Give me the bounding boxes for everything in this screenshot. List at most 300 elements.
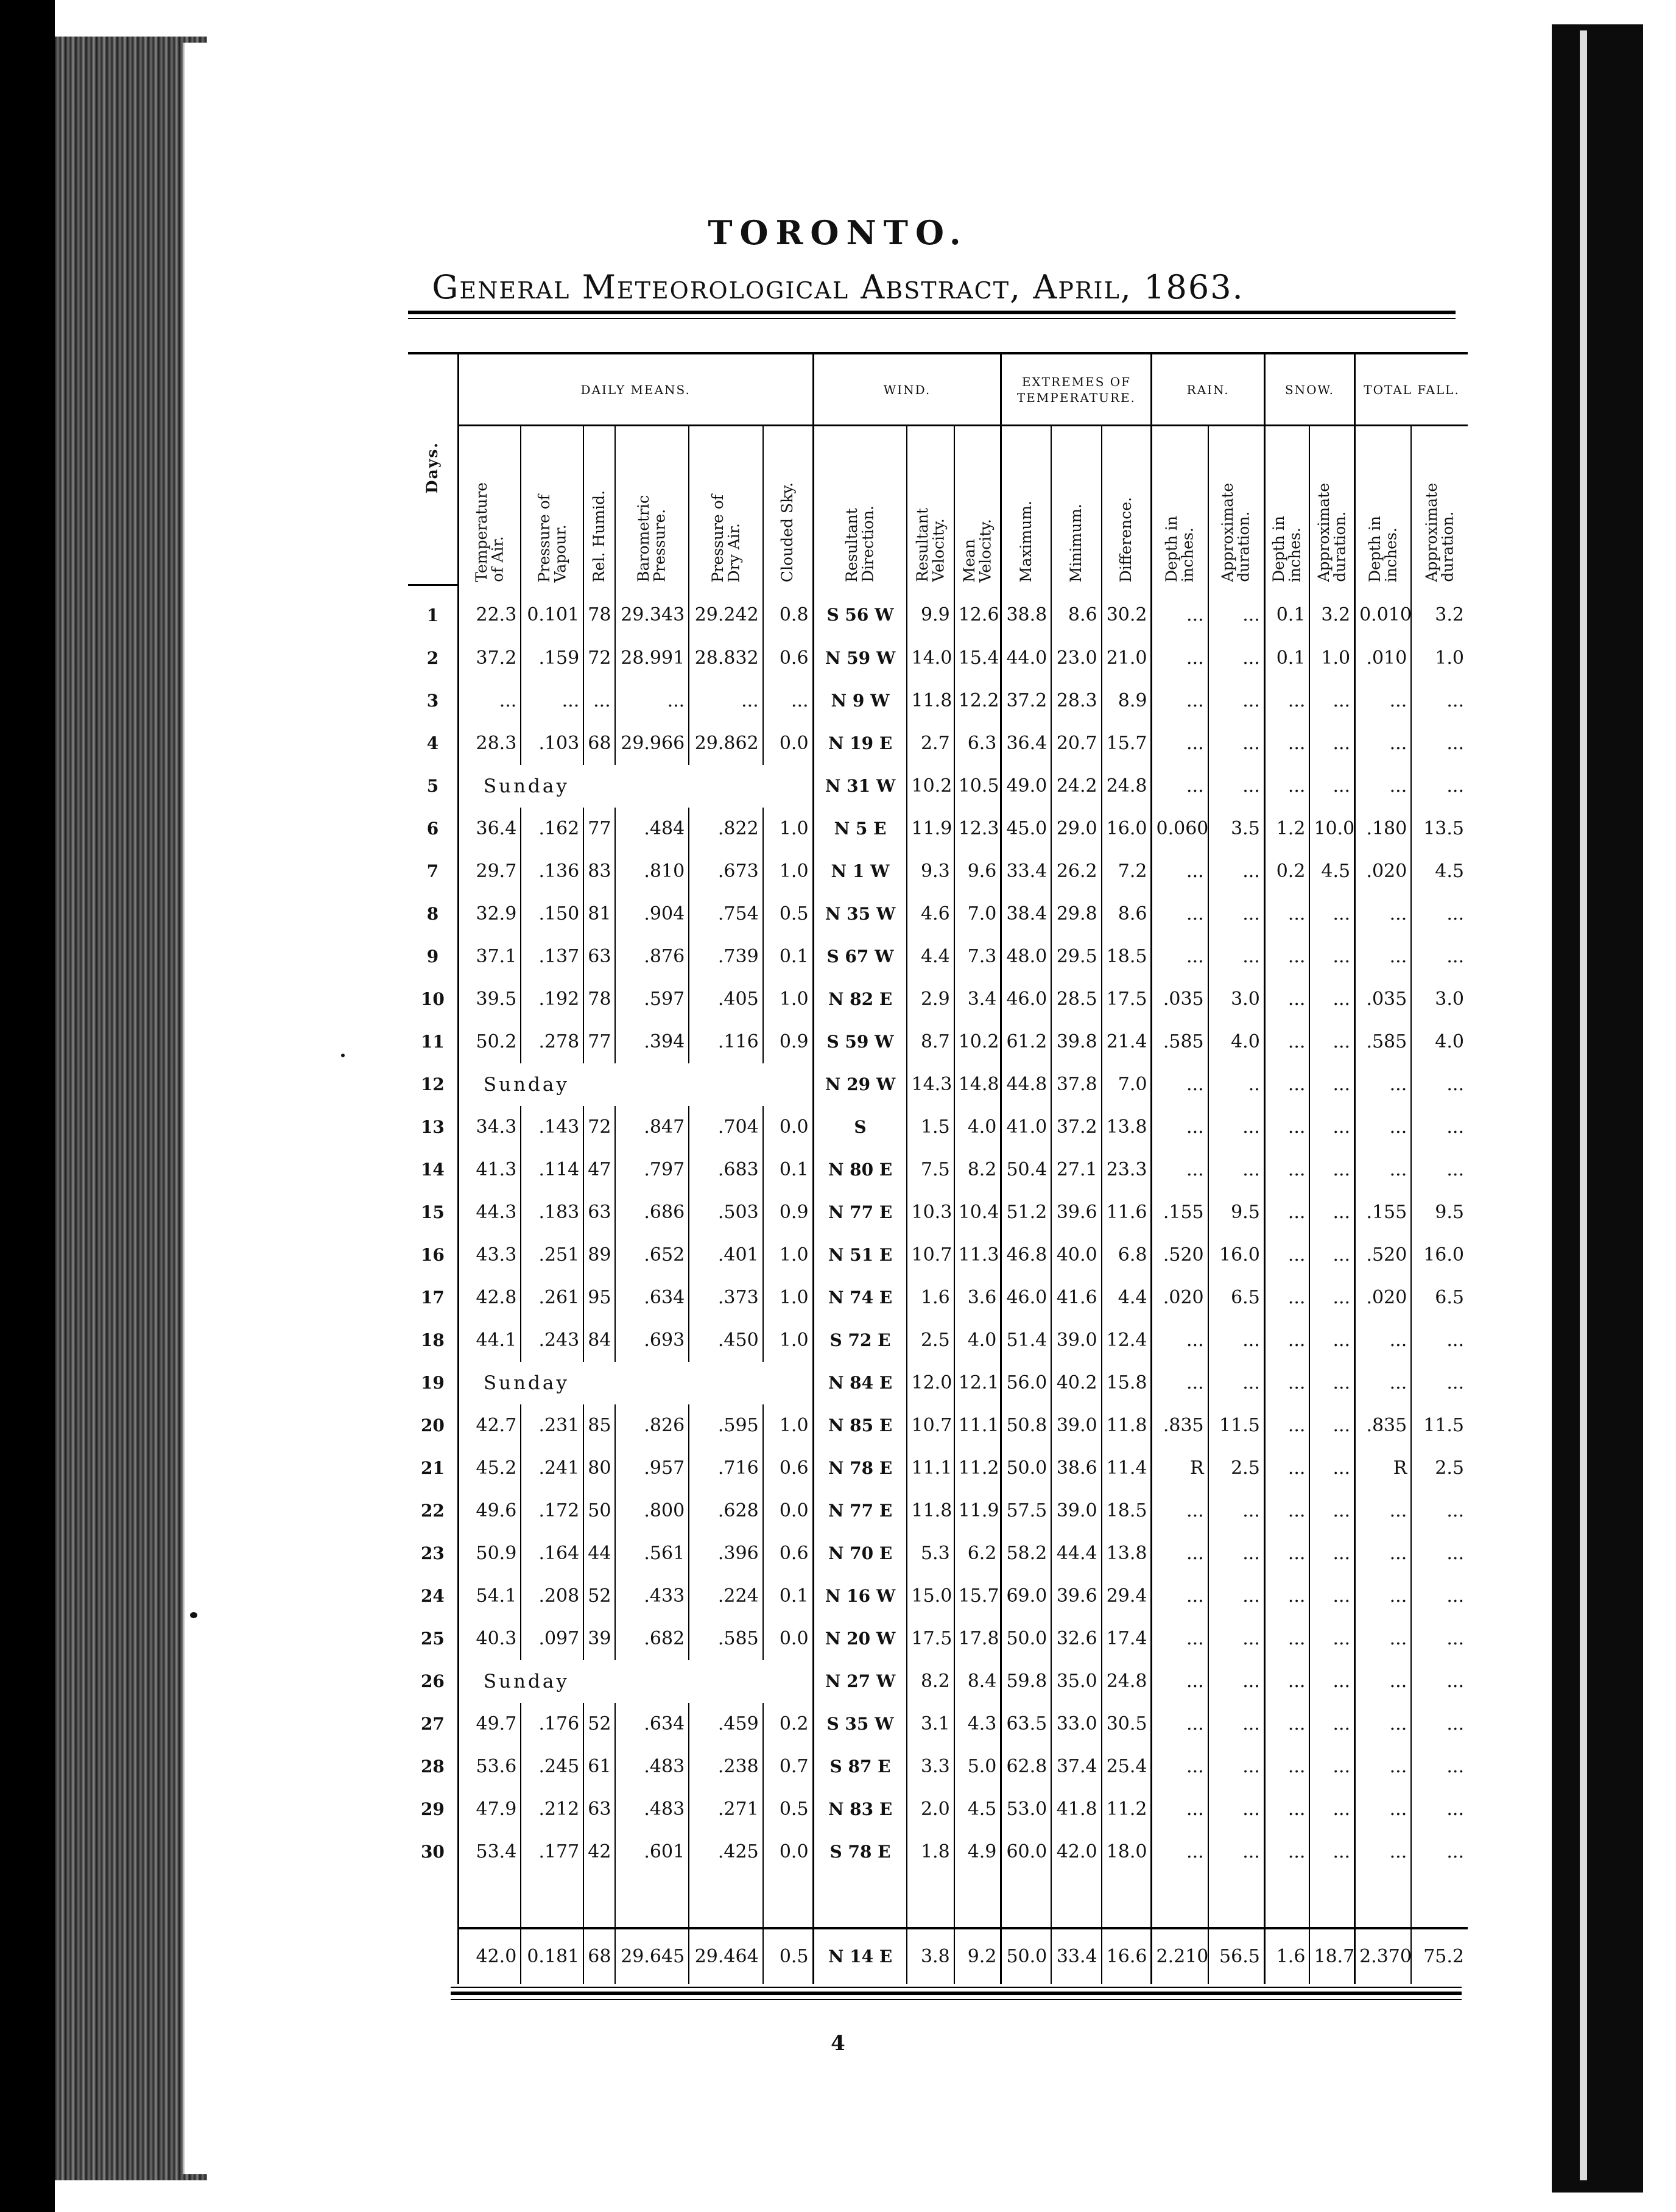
cell-dry: .401	[689, 1234, 762, 1277]
cell-vap: .172	[521, 1490, 583, 1532]
cell-temp: 29.7	[458, 850, 521, 893]
cell-diff: 11.8	[1102, 1404, 1152, 1447]
cell-vap: .159	[521, 637, 583, 680]
cell-mv: 15.4	[954, 637, 1001, 680]
bottom-rule-thick	[451, 1992, 1462, 1995]
cell-st: ...	[1309, 1404, 1354, 1447]
cell-rd: ...	[1152, 585, 1208, 637]
cell-max: 46.8	[1001, 1234, 1051, 1277]
cell-mv: 10.5	[954, 765, 1001, 808]
cell-baro: .601	[615, 1831, 689, 1873]
spacer-cell	[1051, 1873, 1101, 1928]
cell-diff: 21.4	[1102, 1021, 1152, 1063]
day-number: 6	[426, 819, 439, 839]
cell-tt: ...	[1411, 765, 1468, 808]
cell-dir: S 78 E	[813, 1831, 907, 1873]
cell-tt: ...	[1411, 1490, 1468, 1532]
day-number: 18	[420, 1330, 445, 1350]
cell-max: 50.4	[1001, 1149, 1051, 1191]
cell-dir: N 9 W	[813, 680, 907, 722]
cell-dry: .405	[689, 978, 762, 1021]
col-rain-depth: Depth in inches.	[1152, 426, 1208, 585]
table-row	[408, 1703, 1468, 1745]
cell-vap: .241	[521, 1447, 583, 1490]
cell-rt: ...	[1208, 1831, 1265, 1873]
cell-max: 51.2	[1001, 1191, 1051, 1234]
cell-rt: ...	[1208, 1703, 1265, 1745]
cell-st: 3.2	[1309, 585, 1354, 637]
cell-hum: 42	[583, 1831, 614, 1873]
cell-rd: .585	[1152, 1021, 1208, 1063]
column-header-row	[408, 426, 1468, 585]
summary-hum: 68	[583, 1928, 614, 1984]
cell-max: 56.0	[1001, 1362, 1051, 1404]
cell-cloud: 0.6	[763, 1532, 813, 1575]
cell-hum: 63	[583, 935, 614, 978]
cell-vap: .136	[521, 850, 583, 893]
cell-dir: N 77 E	[813, 1490, 907, 1532]
col-maximum: Maximum.	[1001, 426, 1051, 585]
cell-baro: .483	[615, 1745, 689, 1788]
cell-sd: ...	[1264, 1234, 1309, 1277]
cell-st: 4.5	[1309, 850, 1354, 893]
cell-rd: .520	[1152, 1234, 1208, 1277]
cell-sd: ...	[1264, 1404, 1309, 1447]
cell-vap: .162	[521, 808, 583, 850]
cell-mv: 4.3	[954, 1703, 1001, 1745]
cell-hum: 61	[583, 1745, 614, 1788]
spacer-cell	[1152, 1873, 1208, 1928]
cell-sd: ...	[1264, 1447, 1309, 1490]
cell-baro: .483	[615, 1788, 689, 1831]
summary-rv: 3.8	[907, 1928, 954, 1984]
cell-rd: .835	[1152, 1404, 1208, 1447]
cell-sd: ...	[1264, 1575, 1309, 1618]
cell-diff: 7.0	[1102, 1063, 1152, 1106]
cell-st: ...	[1309, 1618, 1354, 1660]
cell-rd: ...	[1152, 1319, 1208, 1362]
cell-hum: 84	[583, 1319, 614, 1362]
cell-cloud: 1.0	[763, 1319, 813, 1362]
cell-dry: .459	[689, 1703, 762, 1745]
cell-rv: 2.7	[907, 722, 954, 765]
cell-dry: 29.242	[689, 585, 762, 637]
cell-rt: ...	[1208, 1319, 1265, 1362]
cell-sd: ...	[1264, 765, 1309, 808]
cell-rt: 6.5	[1208, 1277, 1265, 1319]
cell-sd: ...	[1264, 1788, 1309, 1831]
cell-cloud: 1.0	[763, 850, 813, 893]
cell-vap: .177	[521, 1831, 583, 1873]
cell-st: ...	[1309, 1745, 1354, 1788]
cell-rt: 3.0	[1208, 978, 1265, 1021]
cell-mv: 4.0	[954, 1106, 1001, 1149]
cell-vap: .212	[521, 1788, 583, 1831]
cell-rv: 11.1	[907, 1447, 954, 1490]
day-number: 17	[420, 1287, 445, 1308]
cell-mv: 8.2	[954, 1149, 1001, 1191]
cell-sd: ...	[1264, 1319, 1309, 1362]
cell-tt: ...	[1411, 1745, 1468, 1788]
cell-min: 28.3	[1051, 680, 1101, 722]
cell-baro: .484	[615, 808, 689, 850]
cell-min: 39.8	[1051, 1021, 1101, 1063]
col-snow-depth: Depth in inches.	[1264, 426, 1309, 585]
cell-hum: 47	[583, 1149, 614, 1191]
summary-rt: 56.5	[1208, 1928, 1265, 1984]
cell-dir: S 87 E	[813, 1745, 907, 1788]
cell-max: 33.4	[1001, 850, 1051, 893]
cell-hum: 78	[583, 585, 614, 637]
cell-rd: .035	[1152, 978, 1208, 1021]
cell-temp: 36.4	[458, 808, 521, 850]
cell-cloud: 1.0	[763, 1234, 813, 1277]
cell-mv: 4.9	[954, 1831, 1001, 1873]
cell-rd: 0.060	[1152, 808, 1208, 850]
cell-max: 45.0	[1001, 808, 1051, 850]
page-number: 4	[831, 2031, 845, 2055]
cell-baro: .957	[615, 1447, 689, 1490]
cell-sd: ...	[1264, 1532, 1309, 1575]
cell-dry: .683	[689, 1149, 762, 1191]
cell-hum: 81	[583, 893, 614, 935]
cell-dir: N 5 E	[813, 808, 907, 850]
cell-mv: 3.4	[954, 978, 1001, 1021]
cell-max: 38.8	[1001, 585, 1051, 637]
cell-max: 53.0	[1001, 1788, 1051, 1831]
cell-st: ...	[1309, 722, 1354, 765]
cell-dry: .704	[689, 1106, 762, 1149]
cell-cloud: 1.0	[763, 978, 813, 1021]
cell-dry: ...	[689, 680, 762, 722]
spacer-cell	[689, 1873, 762, 1928]
cell-diff: 11.4	[1102, 1447, 1152, 1490]
cell-rd: .155	[1152, 1191, 1208, 1234]
cell-baro: 29.343	[615, 585, 689, 637]
cell-mv: 11.9	[954, 1490, 1001, 1532]
cell-rt: ...	[1208, 1575, 1265, 1618]
cell-vap: 0.101	[521, 585, 583, 637]
cell-mv: 10.4	[954, 1191, 1001, 1234]
cell-rt: ...	[1208, 1149, 1265, 1191]
cell-rv: 1.5	[907, 1106, 954, 1149]
cell-baro: .634	[615, 1703, 689, 1745]
cell-rt: 11.5	[1208, 1404, 1265, 1447]
cell-vap: .208	[521, 1575, 583, 1618]
group-extremes: EXTREMES OF TEMPERATURE.	[1001, 353, 1152, 426]
days-header: Days.	[408, 353, 458, 585]
cell-baro: 28.991	[615, 637, 689, 680]
cell-diff: 24.8	[1102, 765, 1152, 808]
cell-cloud: 0.0	[763, 1831, 813, 1873]
cell-max: 58.2	[1001, 1532, 1051, 1575]
cell-max: 50.0	[1001, 1618, 1051, 1660]
day-number: 1	[426, 605, 439, 625]
day-number: 27	[420, 1714, 445, 1734]
table-row	[408, 978, 1468, 1021]
cell-cloud: 1.0	[763, 1404, 813, 1447]
cell-rt: 9.5	[1208, 1191, 1265, 1234]
cell-max: 57.5	[1001, 1490, 1051, 1532]
cell-td: ...	[1355, 1575, 1412, 1618]
col-humidity: Rel. Humid.	[583, 426, 614, 585]
cell-cloud: ...	[763, 680, 813, 722]
cell-rd: ...	[1152, 893, 1208, 935]
cell-rt: ...	[1208, 1490, 1265, 1532]
cell-tt: 3.2	[1411, 585, 1468, 637]
cell-rt: 3.5	[1208, 808, 1265, 850]
table-row	[408, 935, 1468, 978]
cell-td: ...	[1355, 765, 1412, 808]
table-row	[408, 1831, 1468, 1873]
cell-dry: .238	[689, 1745, 762, 1788]
scan-speck	[341, 1054, 345, 1057]
summary-row	[408, 1928, 1468, 1984]
abstract-title: General Meteorological Abstract, April, 1863.	[432, 268, 1244, 306]
cell-mv: 11.2	[954, 1447, 1001, 1490]
cell-rv: 8.2	[907, 1660, 954, 1703]
cell-dir: N 16 W	[813, 1575, 907, 1618]
cell-sd: ...	[1264, 722, 1309, 765]
scan-speck	[190, 1612, 197, 1618]
cell-tt: ...	[1411, 1660, 1468, 1703]
cell-rv: 1.6	[907, 1277, 954, 1319]
cell-st: ...	[1309, 935, 1354, 978]
sunday-label: Sunday	[458, 765, 813, 808]
spacer-cell	[458, 1873, 521, 1928]
spacer-cell	[1001, 1873, 1051, 1928]
cell-min: 40.0	[1051, 1234, 1101, 1277]
cell-min: 39.6	[1051, 1575, 1101, 1618]
cell-td: ...	[1355, 1745, 1412, 1788]
cell-dir: N 20 W	[813, 1618, 907, 1660]
cell-baro: .810	[615, 850, 689, 893]
cell-td: .585	[1355, 1021, 1412, 1063]
cell-baro: .652	[615, 1234, 689, 1277]
cell-vap: .245	[521, 1745, 583, 1788]
cell-dry: 28.832	[689, 637, 762, 680]
cell-td: .520	[1355, 1234, 1412, 1277]
cell-mv: 8.4	[954, 1660, 1001, 1703]
summary-blank	[408, 1928, 458, 1984]
cell-cloud: 0.0	[763, 1490, 813, 1532]
cell-tt: ...	[1411, 935, 1468, 978]
cell-td: ...	[1355, 1703, 1412, 1745]
cell-rv: 7.5	[907, 1149, 954, 1191]
cell-sd: ...	[1264, 680, 1309, 722]
cell-diff: 6.8	[1102, 1234, 1152, 1277]
cell-diff: 18.5	[1102, 935, 1152, 978]
cell-diff: 13.8	[1102, 1532, 1152, 1575]
cell-rv: 12.0	[907, 1362, 954, 1404]
cell-dir: S 59 W	[813, 1021, 907, 1063]
group-header-row	[408, 353, 1468, 426]
cell-temp: 42.8	[458, 1277, 521, 1319]
table-row	[408, 1532, 1468, 1575]
cell-vap: ...	[521, 680, 583, 722]
cell-rd: ...	[1152, 1831, 1208, 1873]
cell-dry: .595	[689, 1404, 762, 1447]
cell-dir: N 31 W	[813, 765, 907, 808]
table-row	[408, 808, 1468, 850]
cell-rv: 10.7	[907, 1404, 954, 1447]
cell-dir: N 51 E	[813, 1234, 907, 1277]
spacer-cell	[408, 1873, 458, 1928]
cell-vap: .103	[521, 722, 583, 765]
cell-diff: 11.2	[1102, 1788, 1152, 1831]
cell-st: ...	[1309, 1106, 1354, 1149]
cell-mv: 7.0	[954, 893, 1001, 935]
cell-temp: ...	[458, 680, 521, 722]
cell-dir: N 82 E	[813, 978, 907, 1021]
cell-cloud: 0.9	[763, 1021, 813, 1063]
cell-td: .180	[1355, 808, 1412, 850]
cell-vap: .150	[521, 893, 583, 935]
cell-dry: .822	[689, 808, 762, 850]
group-total-fall: TOTAL FALL.	[1355, 353, 1468, 426]
cell-dry: .373	[689, 1277, 762, 1319]
cell-rv: 3.1	[907, 1703, 954, 1745]
cell-min: 39.0	[1051, 1319, 1101, 1362]
cell-rv: 4.4	[907, 935, 954, 978]
cell-dir: N 27 W	[813, 1660, 907, 1703]
cell-rd: ...	[1152, 935, 1208, 978]
cell-rv: 14.3	[907, 1063, 954, 1106]
summary-vap: 0.181	[521, 1928, 583, 1984]
day-number: 26	[420, 1671, 445, 1691]
table-row	[408, 1404, 1468, 1447]
cell-temp: 50.2	[458, 1021, 521, 1063]
cell-st: ...	[1309, 1831, 1354, 1873]
day-number: 22	[420, 1501, 445, 1521]
cell-baro: .682	[615, 1618, 689, 1660]
cell-st: ...	[1309, 1447, 1354, 1490]
cell-baro: .686	[615, 1191, 689, 1234]
spacer-cell	[954, 1873, 1001, 1928]
cell-td: .010	[1355, 637, 1412, 680]
cell-temp: 39.5	[458, 978, 521, 1021]
cell-rv: 10.2	[907, 765, 954, 808]
cell-rt: ...	[1208, 1745, 1265, 1788]
cell-temp: 44.1	[458, 1319, 521, 1362]
cell-rd: ...	[1152, 1618, 1208, 1660]
cell-rt: ...	[1208, 1532, 1265, 1575]
cell-cloud: 0.1	[763, 1149, 813, 1191]
cell-hum: 78	[583, 978, 614, 1021]
cell-min: 44.4	[1051, 1532, 1101, 1575]
cell-baro: .847	[615, 1106, 689, 1149]
cell-rd: ...	[1152, 850, 1208, 893]
cell-st: ...	[1309, 765, 1354, 808]
cell-temp: 44.3	[458, 1191, 521, 1234]
cell-min: 27.1	[1051, 1149, 1101, 1191]
cell-cloud: 0.5	[763, 893, 813, 935]
cell-tt: 4.5	[1411, 850, 1468, 893]
cell-dry: .754	[689, 893, 762, 935]
cell-tt: 2.5	[1411, 1447, 1468, 1490]
cell-sd: ...	[1264, 1021, 1309, 1063]
cell-temp: 49.7	[458, 1703, 521, 1745]
cell-dry: .739	[689, 935, 762, 978]
cell-max: 51.4	[1001, 1319, 1051, 1362]
cell-diff: 8.6	[1102, 893, 1152, 935]
cell-td: ...	[1355, 1788, 1412, 1831]
cell-baro: .394	[615, 1021, 689, 1063]
day-number: 25	[420, 1629, 445, 1649]
cell-vap: .251	[521, 1234, 583, 1277]
cell-rd: ...	[1152, 680, 1208, 722]
cell-rv: 15.0	[907, 1575, 954, 1618]
cell-dir: N 85 E	[813, 1404, 907, 1447]
spacer-cell	[1264, 1873, 1309, 1928]
cell-tt: 4.0	[1411, 1021, 1468, 1063]
summary-dry: 29.464	[689, 1928, 762, 1984]
day-number: 19	[420, 1373, 445, 1393]
cell-min: 39.0	[1051, 1490, 1101, 1532]
cell-baro: 29.966	[615, 722, 689, 765]
table-row	[408, 1447, 1468, 1490]
cell-rt: ...	[1208, 722, 1265, 765]
cell-dir: N 19 E	[813, 722, 907, 765]
spacer-cell	[1102, 1873, 1152, 1928]
cell-rv: 2.5	[907, 1319, 954, 1362]
cell-dir: S 67 W	[813, 935, 907, 978]
cell-sd: ...	[1264, 1490, 1309, 1532]
meteorological-table	[408, 352, 1468, 1984]
top-rule-thin	[408, 318, 1456, 319]
cell-rv: 1.8	[907, 1831, 954, 1873]
cell-max: 48.0	[1001, 935, 1051, 978]
cell-min: 37.4	[1051, 1745, 1101, 1788]
cell-sd: 0.1	[1264, 637, 1309, 680]
cell-hum: 52	[583, 1575, 614, 1618]
cell-sd: ...	[1264, 978, 1309, 1021]
cell-temp: 53.4	[458, 1831, 521, 1873]
col-temperature: Temperature of Air.	[458, 426, 521, 585]
cell-rd: ...	[1152, 1362, 1208, 1404]
cell-tt: ...	[1411, 1831, 1468, 1873]
cell-sd: ...	[1264, 1106, 1309, 1149]
cell-min: 40.2	[1051, 1362, 1101, 1404]
cell-rv: 8.7	[907, 1021, 954, 1063]
cell-max: 50.8	[1001, 1404, 1051, 1447]
col-resultant-velocity: Resultant Velocity.	[907, 426, 954, 585]
cell-mv: 12.1	[954, 1362, 1001, 1404]
cell-min: 20.7	[1051, 722, 1101, 765]
cell-rt: ...	[1208, 1788, 1265, 1831]
cell-rd: R	[1152, 1447, 1208, 1490]
day-number: 20	[420, 1415, 445, 1435]
cell-rt: ...	[1208, 1660, 1265, 1703]
cell-tt: 9.5	[1411, 1191, 1468, 1234]
cell-tt: ...	[1411, 722, 1468, 765]
cell-st: ...	[1309, 893, 1354, 935]
cell-rt: 2.5	[1208, 1447, 1265, 1490]
table-row	[408, 1788, 1468, 1831]
cell-cloud: 0.1	[763, 935, 813, 978]
cell-diff: 21.0	[1102, 637, 1152, 680]
cell-cloud: 1.0	[763, 808, 813, 850]
cell-cloud: 0.8	[763, 585, 813, 637]
cell-td: .155	[1355, 1191, 1412, 1234]
cell-dir: N 84 E	[813, 1362, 907, 1404]
cell-rt: ...	[1208, 893, 1265, 935]
cell-min: 37.2	[1051, 1106, 1101, 1149]
cell-min: 24.2	[1051, 765, 1101, 808]
cell-cloud: 0.0	[763, 1618, 813, 1660]
cell-st: ...	[1309, 1490, 1354, 1532]
cell-vap: .231	[521, 1404, 583, 1447]
